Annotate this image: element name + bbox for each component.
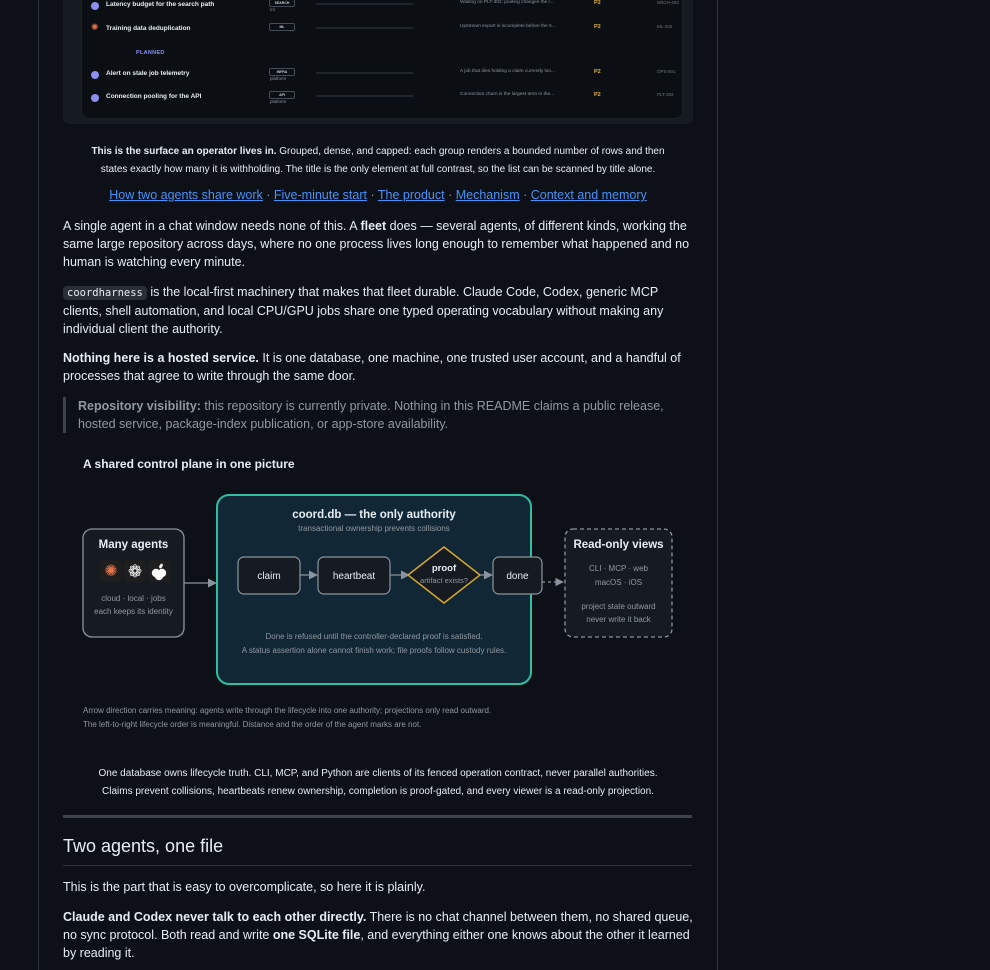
progress-track (316, 95, 414, 97)
agents-title: Many agents (98, 539, 169, 551)
views-sub-1: CLI · MCP · web (589, 564, 648, 573)
paragraph-text: It is one database, one machine, one trusted user account, and a handful of processes that agree to write through the same door. (63, 351, 681, 383)
db-subtitle: transactional ownership prevents collisions (298, 524, 450, 533)
inline-code: coordharness (63, 286, 147, 300)
diagram-footnote-1: Arrow direction carries meaning: agents write through the lifecycle into one authority; projections only read outward. (83, 706, 492, 715)
issue-ref: PLT-302 (657, 92, 674, 97)
caption-text-2: states exactly how many it is withholding. The title is the only element at full contrast, so the list can be scanned by title alone. (100, 164, 656, 175)
issue-tag-sub: platform (270, 99, 287, 104)
progress-track (316, 27, 414, 29)
diagram-svg (63, 450, 693, 740)
views-sub-3: project state outward (581, 602, 656, 611)
agent-dot-icon (91, 2, 99, 10)
openai-knot-icon: ❁ (127, 562, 143, 582)
priority-badge: P2 (594, 69, 601, 75)
views-title: Read-only views (573, 539, 664, 551)
nav-link-how-two-agents[interactable]: How two agents share work (109, 188, 263, 202)
views-sub-4: never write it back (586, 615, 651, 624)
diagram-caption (63, 765, 693, 801)
diagram-title: A shared control plane in one picture (83, 457, 295, 471)
diagram-caption-2: Claims prevent collisions, heartbeats renew ownership, completion is proof-gated, and every viewer is a read-only projection. (102, 786, 654, 797)
paragraph-bold: Nothing here is a hosted service. (63, 351, 259, 365)
nav-separator: · (366, 188, 378, 202)
agents-sub-1: cloud · local · jobs (101, 594, 166, 603)
issue-note: A job that dies holding a claim currently loo... (460, 69, 555, 74)
paragraph-text: There is no chat channel between them, no shared queue, no sync protocol. Both read and write (63, 910, 693, 942)
issue-row (82, 67, 682, 87)
claim-label: claim (257, 571, 281, 582)
paragraph-bold: fleet (360, 219, 387, 233)
issue-title: Latency budget for the search path (106, 1, 215, 8)
caption-bold: This is the surface an operator lives in. (91, 146, 277, 157)
issue-note: Connection churn is the largest term in the... (460, 92, 555, 97)
intro-text: This is the part that is easy to overcomplicate, so here it is plainly. (63, 880, 426, 894)
issue-row (82, 90, 682, 110)
progress-track (316, 3, 414, 5)
issue-note: Upstream export is incomplete before the 5... (460, 24, 556, 29)
agent-dot-icon (91, 71, 99, 79)
issue-ref: ML-202 (657, 24, 673, 29)
section-intro (63, 878, 693, 896)
heading-underline (63, 865, 692, 866)
db-note-1: Done is refused until the controller-declared proof is satisfied. (265, 632, 483, 641)
diagram-footnote-2: The left-to-right lifecycle order is meaningful. Distance and the order of the agent marks are not. (83, 720, 422, 729)
caption-text: Grouped, dense, and capped: each group renders a bounded number of rows and then (276, 146, 665, 157)
issue-title: Connection pooling for the API (106, 93, 202, 100)
proof-label: proof (431, 563, 457, 574)
done-label: done (506, 571, 529, 582)
agent-dot-icon (91, 94, 99, 102)
proof-sub: artifact exists? (420, 576, 468, 585)
issue-row (82, 22, 682, 42)
issue-row (82, 0, 682, 18)
db-note-2: A status assertion alone cannot finish work; file proofs follow custody rules. (241, 646, 507, 655)
section-paragraph (63, 908, 693, 962)
priority-badge: P2 (594, 24, 601, 30)
paragraph-text: does — several agents, of different kinds, working the same large repository across days, where no one process lives long enough to remember what happened and no human is watching every minute. (63, 219, 690, 269)
issue-list-panel (81, 0, 683, 119)
issue-tag: API (269, 91, 295, 99)
views-sub-2: macOS · iOS (594, 578, 643, 587)
paragraph-coordharness (63, 283, 693, 338)
priority-badge: P2 (594, 0, 601, 6)
issue-tag-sub: ml (270, 7, 275, 12)
paragraph-bold: one SQLite file (272, 928, 361, 942)
claude-spark-icon: ✺ (91, 22, 99, 32)
nav-link-the-product[interactable]: The product (377, 188, 445, 202)
heartbeat-label: heartbeat (332, 571, 376, 582)
progress-track (316, 72, 414, 74)
quote-text: this repository is currently private. Nothing in this README claims a public release, hosted service, package-index publication, or app-store availability. (78, 399, 664, 431)
screenshot-caption (63, 143, 693, 179)
issue-tag: INFRA (269, 68, 295, 76)
issue-list-screenshot (63, 0, 693, 124)
issue-title: Training data deduplication (106, 25, 191, 32)
paragraph-fleet (63, 217, 693, 271)
issue-ref: SRCH-403 (657, 0, 679, 5)
issue-ref: OPS-501 (657, 69, 676, 74)
group-label: PLANNED (136, 50, 165, 56)
paragraph-text: A single agent in a chat window needs none of this. A (63, 219, 361, 233)
nav-link-mechanism[interactable]: Mechanism (455, 188, 520, 202)
paragraph-text: is the local-first machinery that makes that fleet durable. Claude Code, Codex, generic MCP clients, shell automation, and local CPU/GPU jobs share one typed operating vocabulary without making any individual client the authority. (63, 285, 664, 336)
paragraph-bold: Claude and Codex never talk to each other directly. (63, 910, 367, 924)
priority-badge: P2 (594, 92, 601, 98)
issue-title: Alert on stale job telemetry (106, 70, 190, 77)
nav-separator: · (262, 188, 274, 202)
nav-link-five-minute-start[interactable]: Five-minute start (273, 188, 367, 202)
db-title: coord.db — the only authority (292, 509, 456, 521)
nav-separator: · (519, 188, 531, 202)
section-heading: Two agents, one file (63, 836, 224, 856)
quote-bold: Repository visibility: (78, 399, 201, 413)
section-nav (63, 188, 693, 202)
claude-spark-icon: ✺ (104, 561, 118, 580)
section-divider (63, 815, 692, 818)
paragraph-text: , and everything either one knows about the other it learned by reading it. (63, 928, 690, 960)
paragraph-not-hosted (63, 349, 693, 385)
nav-separator: · (444, 188, 456, 202)
control-plane-diagram (63, 450, 693, 740)
issue-tag-sub: platform (270, 76, 287, 81)
agents-sub-2: each keeps its identity (94, 607, 173, 616)
issue-tag: SEARCH (269, 0, 295, 7)
issue-tag: ML (269, 23, 295, 31)
nav-link-context-memory[interactable]: Context and memory (530, 188, 647, 202)
issue-note: Waiting on PLT-302; pooling changes the r... (460, 0, 554, 5)
visibility-blockquote (63, 397, 693, 433)
diagram-caption-1: One database owns lifecycle truth. CLI, MCP, and Python are clients of its fenced operation contract, never parallel authorities. (98, 768, 658, 779)
